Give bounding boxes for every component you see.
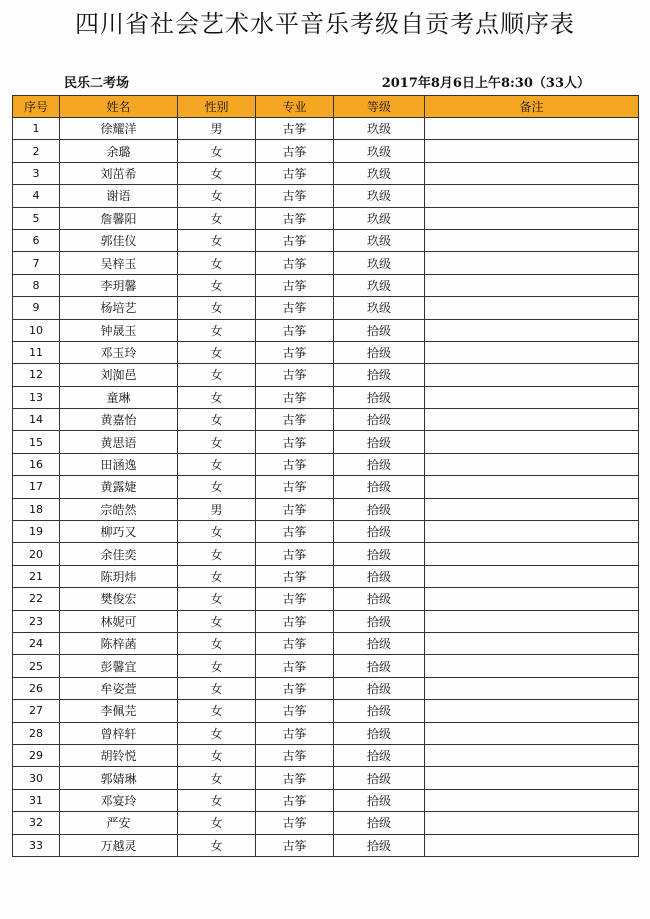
- cell-major: 古筝: [256, 655, 334, 677]
- cell-note: [425, 677, 639, 699]
- cell-major: 古筝: [256, 789, 334, 811]
- cell-level: 拾级: [334, 700, 425, 722]
- cell-gender: 女: [178, 252, 256, 274]
- table-row: [13, 185, 639, 207]
- cell-level: 玖级: [334, 140, 425, 162]
- cell-name: 徐耀洋: [60, 118, 178, 140]
- table-row: [13, 409, 639, 431]
- cell-note: [425, 767, 639, 789]
- cell-level: 拾级: [334, 521, 425, 543]
- cell-note: [425, 498, 639, 520]
- cell-name: 黄思语: [60, 431, 178, 453]
- cell-note: [425, 722, 639, 744]
- cell-no: 8: [13, 274, 60, 296]
- cell-no: 17: [13, 476, 60, 498]
- cell-name: 杨培艺: [60, 297, 178, 319]
- cell-level: 拾级: [334, 610, 425, 632]
- cell-no: 25: [13, 655, 60, 677]
- cell-major: 古筝: [256, 610, 334, 632]
- cell-major: 古筝: [256, 767, 334, 789]
- cell-level: 拾级: [334, 632, 425, 654]
- cell-no: 3: [13, 162, 60, 184]
- cell-no: 16: [13, 453, 60, 475]
- cell-note: [425, 274, 639, 296]
- table-row: [13, 252, 639, 274]
- cell-gender: 女: [178, 431, 256, 453]
- column-header-note: 备注: [425, 96, 639, 118]
- cell-major: 古筝: [256, 677, 334, 699]
- cell-name: 彭馨宜: [60, 655, 178, 677]
- cell-gender: 女: [178, 341, 256, 363]
- cell-level: 拾级: [334, 812, 425, 834]
- cell-note: [425, 185, 639, 207]
- cell-name: 陈梓菡: [60, 632, 178, 654]
- cell-note: [425, 610, 639, 632]
- table-row: [13, 341, 639, 363]
- cell-gender: 女: [178, 543, 256, 565]
- cell-level: 玖级: [334, 207, 425, 229]
- cell-no: 12: [13, 364, 60, 386]
- cell-no: 32: [13, 812, 60, 834]
- table-row: [13, 812, 639, 834]
- cell-name: 曾梓轩: [60, 722, 178, 744]
- cell-name: 余佳奕: [60, 543, 178, 565]
- cell-gender: 女: [178, 162, 256, 184]
- cell-gender: 女: [178, 185, 256, 207]
- cell-name: 郭佳仪: [60, 229, 178, 251]
- cell-no: 18: [13, 498, 60, 520]
- table-body: [13, 118, 639, 857]
- cell-note: [425, 565, 639, 587]
- cell-note: [425, 655, 639, 677]
- cell-no: 20: [13, 543, 60, 565]
- column-header-gender: 性别: [178, 96, 256, 118]
- cell-gender: 女: [178, 767, 256, 789]
- cell-level: 拾级: [334, 341, 425, 363]
- cell-note: [425, 834, 639, 856]
- table-row: [13, 565, 639, 587]
- table-row: [13, 744, 639, 766]
- cell-level: 拾级: [334, 722, 425, 744]
- cell-gender: 女: [178, 812, 256, 834]
- cell-gender: 女: [178, 386, 256, 408]
- table-row: [13, 677, 639, 699]
- table-row: [13, 498, 639, 520]
- table-row: [13, 476, 639, 498]
- cell-gender: 女: [178, 476, 256, 498]
- cell-level: 玖级: [334, 229, 425, 251]
- cell-level: 拾级: [334, 364, 425, 386]
- cell-major: 古筝: [256, 543, 334, 565]
- cell-major: 古筝: [256, 341, 334, 363]
- cell-no: 6: [13, 229, 60, 251]
- cell-name: 林妮可: [60, 610, 178, 632]
- cell-no: 7: [13, 252, 60, 274]
- cell-level: 拾级: [334, 543, 425, 565]
- cell-level: 拾级: [334, 834, 425, 856]
- cell-note: [425, 588, 639, 610]
- cell-gender: 女: [178, 297, 256, 319]
- cell-level: 玖级: [334, 185, 425, 207]
- cell-name: 邓宴玲: [60, 789, 178, 811]
- cell-gender: 女: [178, 453, 256, 475]
- cell-gender: 女: [178, 610, 256, 632]
- roster-table: [12, 95, 639, 857]
- cell-gender: 女: [178, 655, 256, 677]
- venue-label: 民乐二考场: [64, 76, 130, 91]
- cell-note: [425, 252, 639, 274]
- cell-level: 拾级: [334, 386, 425, 408]
- table-row: [13, 229, 639, 251]
- cell-note: [425, 297, 639, 319]
- cell-note: [425, 521, 639, 543]
- cell-no: 11: [13, 341, 60, 363]
- cell-major: 古筝: [256, 521, 334, 543]
- table-row: [13, 162, 639, 184]
- cell-major: 古筝: [256, 722, 334, 744]
- cell-gender: 男: [178, 498, 256, 520]
- cell-no: 24: [13, 632, 60, 654]
- cell-note: [425, 207, 639, 229]
- table-row: [13, 207, 639, 229]
- cell-gender: 女: [178, 565, 256, 587]
- table-row: [13, 767, 639, 789]
- cell-gender: 女: [178, 140, 256, 162]
- cell-no: 26: [13, 677, 60, 699]
- cell-note: [425, 229, 639, 251]
- cell-note: [425, 118, 639, 140]
- cell-level: 拾级: [334, 476, 425, 498]
- cell-name: 胡铃悦: [60, 744, 178, 766]
- cell-name: 詹馨阳: [60, 207, 178, 229]
- cell-gender: 女: [178, 409, 256, 431]
- schedule-label: 2017年8月6日上午8:30（33人）: [381, 76, 590, 91]
- cell-level: 玖级: [334, 162, 425, 184]
- table-row: [13, 453, 639, 475]
- table-row: [13, 364, 639, 386]
- column-header-name: 姓名: [60, 96, 178, 118]
- cell-major: 古筝: [256, 565, 334, 587]
- cell-gender: 女: [178, 588, 256, 610]
- cell-level: 拾级: [334, 789, 425, 811]
- cell-gender: 女: [178, 521, 256, 543]
- cell-level: 玖级: [334, 252, 425, 274]
- cell-note: [425, 364, 639, 386]
- table-row: [13, 386, 639, 408]
- cell-no: 30: [13, 767, 60, 789]
- table-row: [13, 722, 639, 744]
- column-header-major: 专业: [256, 96, 334, 118]
- cell-note: [425, 700, 639, 722]
- table-row: [13, 140, 639, 162]
- cell-name: 李佩芫: [60, 700, 178, 722]
- cell-no: 22: [13, 588, 60, 610]
- cell-no: 9: [13, 297, 60, 319]
- cell-name: 李玥馨: [60, 274, 178, 296]
- cell-no: 13: [13, 386, 60, 408]
- cell-name: 柳巧又: [60, 521, 178, 543]
- cell-name: 陈玥炜: [60, 565, 178, 587]
- cell-gender: 女: [178, 744, 256, 766]
- cell-name: 谢语: [60, 185, 178, 207]
- table-row: [13, 588, 639, 610]
- table-row: [13, 632, 639, 654]
- cell-major: 古筝: [256, 162, 334, 184]
- cell-name: 吴梓玉: [60, 252, 178, 274]
- cell-note: [425, 476, 639, 498]
- table-row: [13, 431, 639, 453]
- cell-note: [425, 632, 639, 654]
- cell-name: 樊俊宏: [60, 588, 178, 610]
- cell-note: [425, 409, 639, 431]
- cell-note: [425, 453, 639, 475]
- cell-note: [425, 386, 639, 408]
- table-header-row: [13, 96, 639, 118]
- cell-no: 31: [13, 789, 60, 811]
- table-row: [13, 521, 639, 543]
- table-row: [13, 834, 639, 856]
- cell-name: 严安: [60, 812, 178, 834]
- cell-level: 拾级: [334, 655, 425, 677]
- cell-name: 黄露婕: [60, 476, 178, 498]
- cell-note: [425, 162, 639, 184]
- cell-gender: 女: [178, 789, 256, 811]
- cell-no: 33: [13, 834, 60, 856]
- cell-major: 古筝: [256, 386, 334, 408]
- cell-major: 古筝: [256, 140, 334, 162]
- cell-gender: 女: [178, 700, 256, 722]
- cell-major: 古筝: [256, 118, 334, 140]
- cell-gender: 女: [178, 319, 256, 341]
- cell-major: 古筝: [256, 632, 334, 654]
- cell-level: 拾级: [334, 588, 425, 610]
- cell-no: 23: [13, 610, 60, 632]
- table-row: [13, 610, 639, 632]
- table-row: [13, 655, 639, 677]
- table-row: [13, 543, 639, 565]
- cell-major: 古筝: [256, 207, 334, 229]
- cell-major: 古筝: [256, 588, 334, 610]
- cell-gender: 女: [178, 364, 256, 386]
- cell-major: 古筝: [256, 453, 334, 475]
- cell-no: 2: [13, 140, 60, 162]
- cell-gender: 女: [178, 632, 256, 654]
- cell-gender: 女: [178, 722, 256, 744]
- cell-note: [425, 341, 639, 363]
- cell-major: 古筝: [256, 297, 334, 319]
- cell-major: 古筝: [256, 274, 334, 296]
- document-title: 四川省社会艺术水平音乐考级自贡考点顺序表: [75, 10, 575, 38]
- cell-level: 拾级: [334, 431, 425, 453]
- cell-level: 玖级: [334, 274, 425, 296]
- table-row: [13, 274, 639, 296]
- cell-no: 10: [13, 319, 60, 341]
- cell-no: 29: [13, 744, 60, 766]
- cell-name: 黄嘉怡: [60, 409, 178, 431]
- cell-level: 拾级: [334, 498, 425, 520]
- cell-major: 古筝: [256, 812, 334, 834]
- cell-major: 古筝: [256, 252, 334, 274]
- cell-major: 古筝: [256, 476, 334, 498]
- cell-name: 刘茁希: [60, 162, 178, 184]
- cell-name: 郭婧琳: [60, 767, 178, 789]
- cell-gender: 女: [178, 207, 256, 229]
- cell-level: 拾级: [334, 565, 425, 587]
- cell-no: 21: [13, 565, 60, 587]
- table-row: [13, 700, 639, 722]
- cell-major: 古筝: [256, 364, 334, 386]
- table-row: [13, 297, 639, 319]
- cell-no: 27: [13, 700, 60, 722]
- cell-no: 15: [13, 431, 60, 453]
- cell-no: 19: [13, 521, 60, 543]
- cell-gender: 女: [178, 274, 256, 296]
- cell-major: 古筝: [256, 431, 334, 453]
- cell-no: 5: [13, 207, 60, 229]
- cell-no: 14: [13, 409, 60, 431]
- cell-note: [425, 543, 639, 565]
- cell-major: 古筝: [256, 834, 334, 856]
- cell-major: 古筝: [256, 744, 334, 766]
- cell-gender: 女: [178, 229, 256, 251]
- cell-name: 宗皓然: [60, 498, 178, 520]
- cell-note: [425, 431, 639, 453]
- cell-note: [425, 319, 639, 341]
- column-header-level: 等级: [334, 96, 425, 118]
- cell-name: 余璐: [60, 140, 178, 162]
- cell-no: 28: [13, 722, 60, 744]
- cell-gender: 男: [178, 118, 256, 140]
- cell-level: 拾级: [334, 744, 425, 766]
- cell-note: [425, 744, 639, 766]
- cell-level: 拾级: [334, 453, 425, 475]
- cell-name: 钟晟玉: [60, 319, 178, 341]
- cell-major: 古筝: [256, 700, 334, 722]
- cell-no: 4: [13, 185, 60, 207]
- cell-level: 拾级: [334, 677, 425, 699]
- cell-level: 玖级: [334, 297, 425, 319]
- cell-level: 拾级: [334, 767, 425, 789]
- cell-name: 童琳: [60, 386, 178, 408]
- cell-name: 牟姿萱: [60, 677, 178, 699]
- cell-gender: 女: [178, 834, 256, 856]
- column-header-no: 序号: [13, 96, 60, 118]
- cell-no: 1: [13, 118, 60, 140]
- cell-major: 古筝: [256, 229, 334, 251]
- cell-gender: 女: [178, 677, 256, 699]
- cell-name: 田涵逸: [60, 453, 178, 475]
- cell-level: 拾级: [334, 319, 425, 341]
- cell-note: [425, 812, 639, 834]
- table-row: [13, 118, 639, 140]
- table-row: [13, 789, 639, 811]
- cell-note: [425, 140, 639, 162]
- cell-name: 邓玉玲: [60, 341, 178, 363]
- cell-name: 万越灵: [60, 834, 178, 856]
- cell-major: 古筝: [256, 409, 334, 431]
- cell-major: 古筝: [256, 498, 334, 520]
- cell-level: 玖级: [334, 118, 425, 140]
- cell-level: 拾级: [334, 409, 425, 431]
- cell-name: 刘洳邑: [60, 364, 178, 386]
- cell-major: 古筝: [256, 185, 334, 207]
- cell-note: [425, 789, 639, 811]
- cell-major: 古筝: [256, 319, 334, 341]
- table-row: [13, 319, 639, 341]
